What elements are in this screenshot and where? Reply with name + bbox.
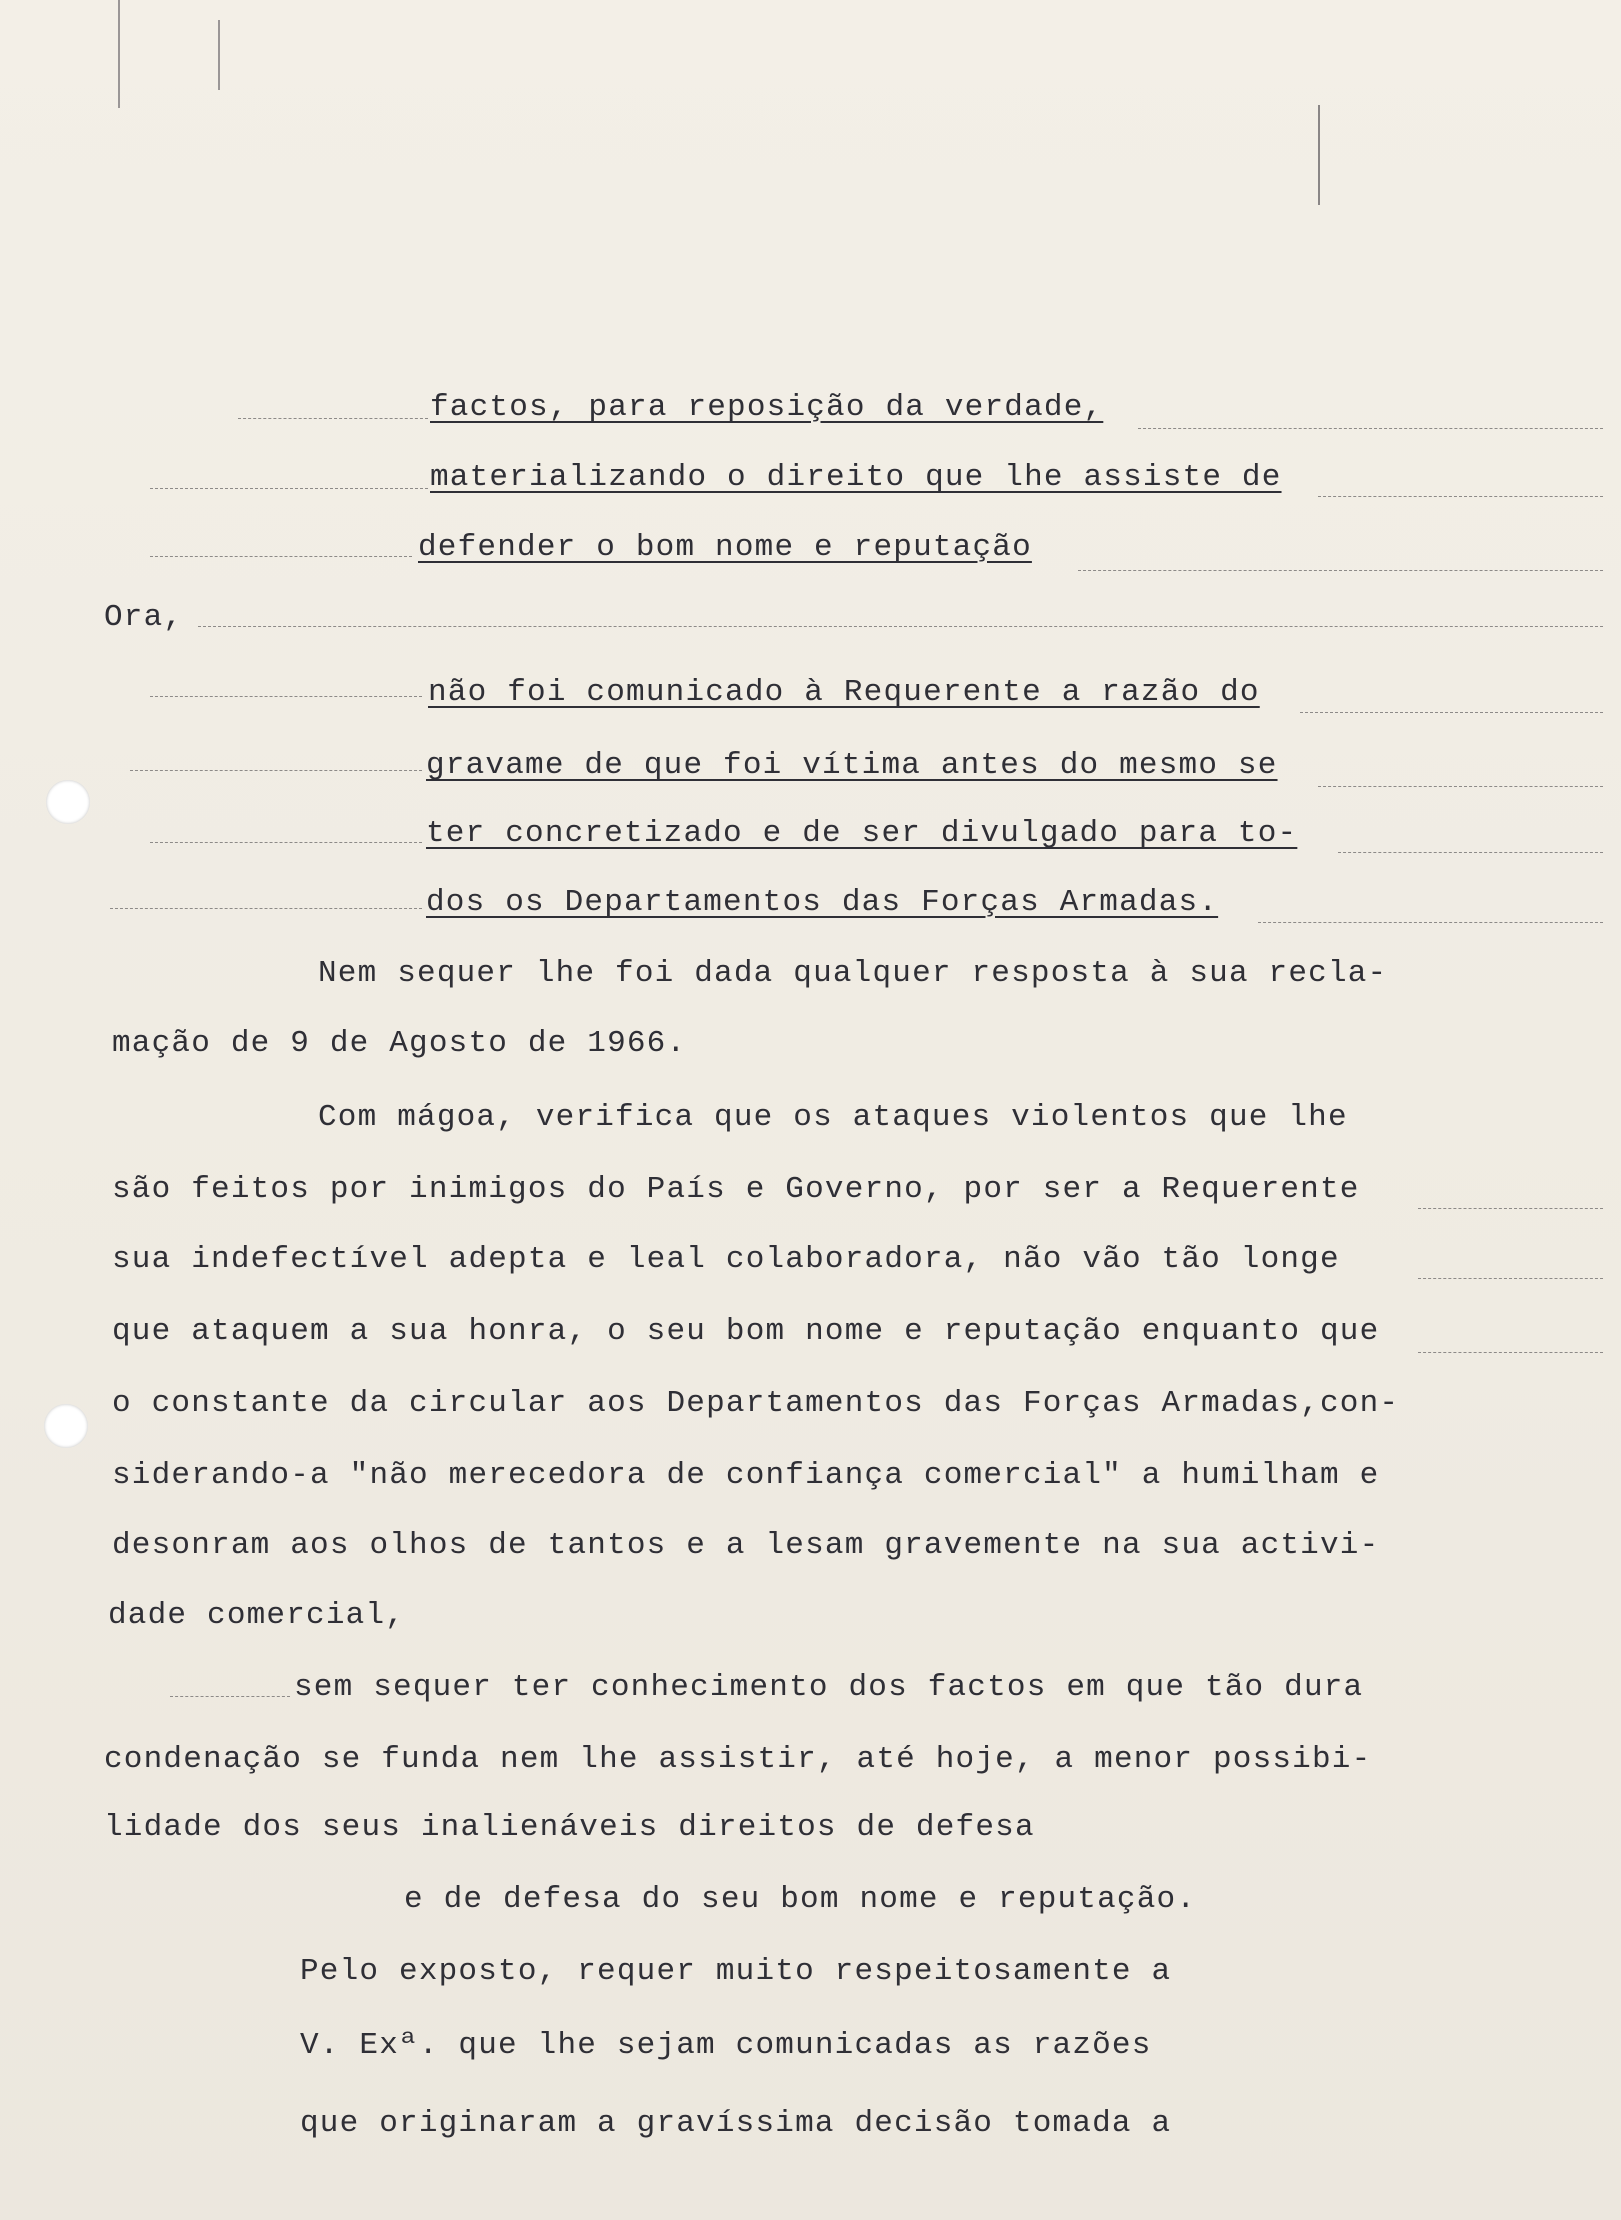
fill-line — [1318, 786, 1603, 787]
punch-hole-top — [46, 780, 90, 824]
text-line: V. Exª. que lhe sejam comunicadas as razões — [300, 2028, 1152, 2063]
punch-hole-bottom — [44, 1404, 88, 1448]
text-line: ter concretizado e de ser divulgado para to- — [426, 816, 1298, 851]
text-line: desonram aos olhos de tantos e a lesam gravemente na sua activi- — [112, 1528, 1380, 1563]
fill-line — [110, 908, 422, 909]
fill-line — [1078, 570, 1603, 571]
fill-line — [1418, 1352, 1603, 1353]
text-line: sem sequer ter conhecimento dos factos em que tão dura — [294, 1670, 1364, 1705]
fill-line — [150, 696, 422, 697]
margin-mark — [118, 0, 120, 108]
fill-line — [1318, 496, 1603, 497]
text-line: Com mágoa, verifica que os ataques violentos que lhe — [318, 1100, 1348, 1135]
fill-line — [1418, 1208, 1603, 1209]
fill-line — [1138, 428, 1603, 429]
text-line: condenação se funda nem lhe assistir, até hoje, a menor possibi- — [104, 1742, 1372, 1777]
text-line: que ataquem a sua honra, o seu bom nome e reputação enquanto que — [112, 1314, 1380, 1349]
text-line: materializando o direito que lhe assiste de — [430, 460, 1282, 495]
text-line: Nem sequer lhe foi dada qualquer resposta à sua recla- — [318, 956, 1388, 991]
text-line: Ora, — [104, 600, 184, 635]
margin-mark — [1318, 105, 1320, 205]
text-line: dade comercial, — [108, 1598, 406, 1633]
fill-line — [150, 488, 428, 489]
text-line: siderando-a "não merecedora de confiança comercial" a humilham e — [112, 1458, 1380, 1493]
fill-line — [150, 842, 422, 843]
text-line: gravame de que foi vítima antes do mesmo se — [426, 748, 1278, 783]
text-line: o constante da circular aos Departamentos das Forças Armadas,con- — [112, 1386, 1400, 1421]
fill-line — [1258, 922, 1603, 923]
fill-line — [1338, 852, 1603, 853]
text-line: defender o bom nome e reputação — [418, 530, 1032, 565]
text-line: dos os Departamentos das Forças Armadas. — [426, 885, 1219, 920]
text-line: que originaram a gravíssima decisão tomada a — [300, 2106, 1172, 2141]
fill-line — [198, 626, 1603, 627]
fill-line — [170, 1696, 290, 1697]
text-line: sua indefectível adepta e leal colaboradora, não vão tão longe — [112, 1242, 1340, 1277]
text-line: factos, para reposição da verdade, — [430, 390, 1104, 425]
text-line: são feitos por inimigos do País e Governo, por ser a Requerente — [112, 1172, 1360, 1207]
fill-line — [130, 770, 422, 771]
text-line: e de defesa do seu bom nome e reputação. — [404, 1882, 1197, 1917]
fill-line — [1418, 1278, 1603, 1279]
fill-line — [238, 418, 428, 419]
text-line: lidade dos seus inalienáveis direitos de defesa — [104, 1810, 1035, 1845]
fill-line — [150, 556, 412, 557]
fill-line — [1300, 712, 1603, 713]
margin-mark — [218, 20, 220, 90]
text-line: não foi comunicado à Requerente a razão do — [428, 675, 1260, 710]
text-line: Pelo exposto, requer muito respeitosamente a — [300, 1954, 1172, 1989]
text-line: mação de 9 de Agosto de 1966. — [112, 1026, 687, 1061]
